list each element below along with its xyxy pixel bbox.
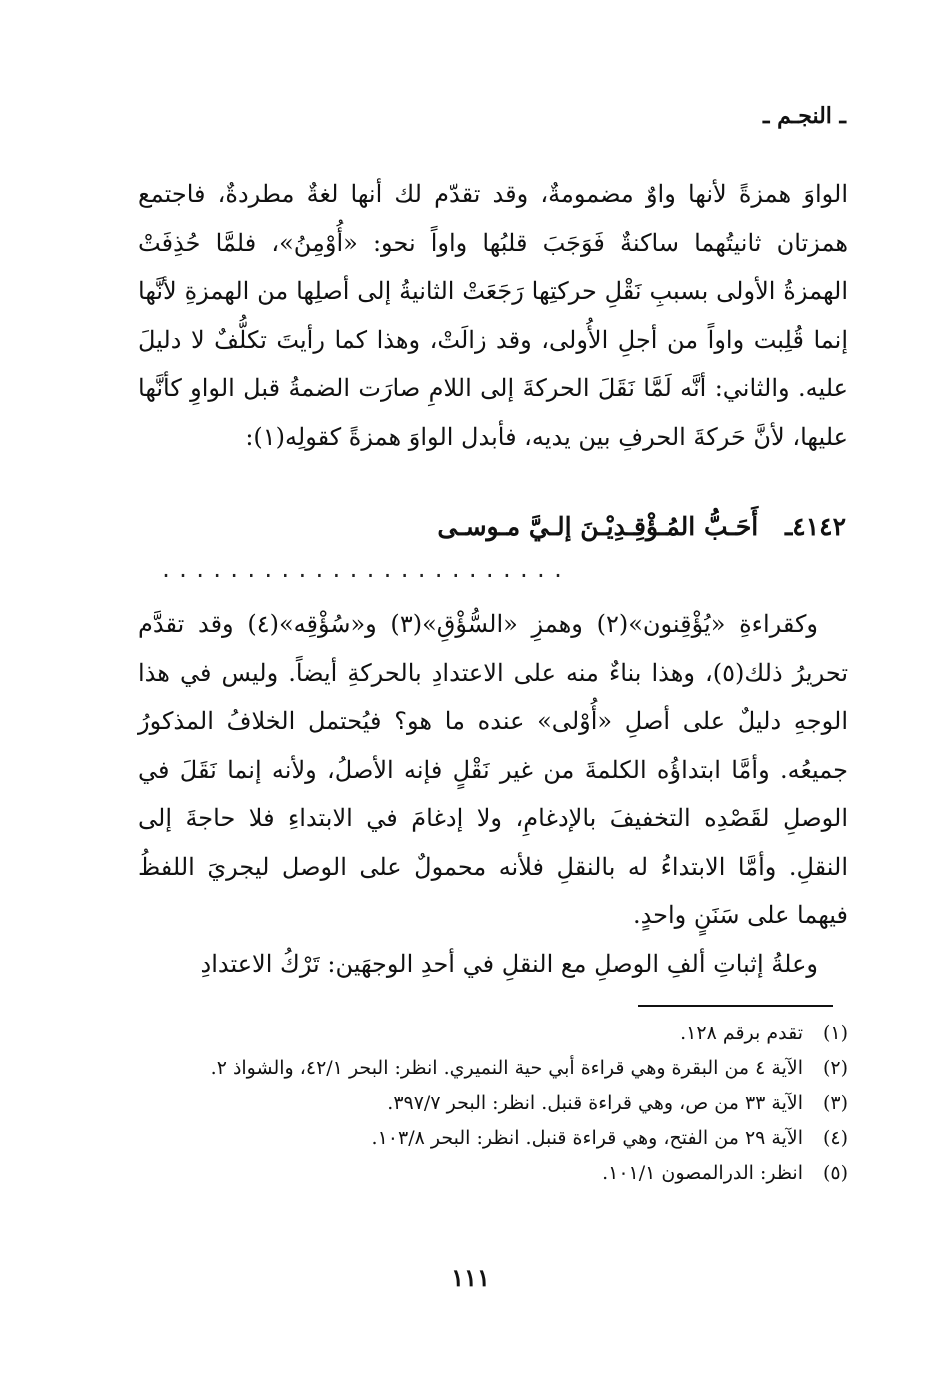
footnote-2 [138,1051,848,1086]
footnote-text: الآية ٣٣ من ص، وهي قراءة قنبل. انظر: البحر ٣٩٧/٧. [387,1092,803,1114]
paragraph-3 [138,940,848,989]
footnote-text: تقدم برقم ١٢٨. [680,1022,803,1044]
paragraph-2 [138,600,848,988]
footnote-4 [138,1121,848,1156]
footnote-number: (١) [822,1022,848,1044]
footnote-number: (٢) [822,1057,848,1079]
footnote-3 [138,1086,848,1121]
footnote-text: انظر: الدرالمصون ١٠١/١. [602,1162,803,1184]
paragraph-3-text: وعلةُ إثباتِ ألفِ الوصلِ مع النقلِ في أحدِ الوجهَين: تَرْكُ الاعتدادِ [200,949,818,978]
footnote-number: (٥) [822,1162,848,1184]
footnote-text: الآية ٤ من البقرة وهي قراءة أبي حية النميري. انظر: البحر ٤٢/١، والشواذ ٢. [210,1057,803,1079]
footnote-1 [138,1016,848,1051]
paragraph-1: الواوَ همزةً لأنها واوٌ مضمومةٌ، وقد تقدّم لك أنها لغةٌ مطردةٌ، فاجتمع همزتان ثانيتُهما ساكنةٌ فَوَجَبَ قلبُها واواً نحو: «أُوْمِنُ»، فلمَّا حُذِفَتْ الهمزةُ الأولى بسببِ نَقْلِ حركتِها رَجَعَتْ الثانيةُ إلى أصلِها من الهمزةِ لأنَّها إنما قُلِبت واواً من أجلِ الأُولى، وقد زالَتْ، وهذا كما رأيتَ تكلُّفٌ لا دليلَ عليه. والثاني: أنَّه لَمَّا نَقَلَ الحركةَ إلى اللامِ صارَت الضمةُ قبل الواوِ كأنَّها عليها، لأنَّ حَركةَ الحرفِ بين يديه، فأبدل الواوَ همزةً كقولِه(١): [138,180,849,451]
footnote-text: الآية ٢٩ من الفتح، وهي قراءة قنبل. انظر: البحر ١٠٣/٨. [371,1127,803,1149]
footnote-number: (٣) [822,1092,848,1114]
footnote-5 [138,1156,848,1191]
running-header: ـ النجـم ـ [763,103,846,129]
footnotes [138,1016,848,1191]
paragraph-2-main [138,600,848,940]
footnote-number: (٤) [822,1127,848,1149]
paragraph-2-text: وكقراءةِ «يُؤْقِنون»(٢) وهمزِ «السُّؤْقِ»(٣) و«سُؤْقِه»(٤) وقد تقدَّم تحريرُ ذلك(٥)، وهذا بناءٌ منه على الاعتدادِ بالحركةِ أيضاً. وليس في هذا الوجهِ دليلٌ على أصلِ «أُوْلى» عنده ما هو؟ فيُحتمل الخلافُ المذكورُ جميعُه. وأمَّا ابتداؤُه الكلمةَ من غير نَقْلٍ فإنه الأصلُ، ولأنه إنما نَقَلَ في الوصلِ لقَصْدِه التخفيفَ بالإدغامِ، ولا إدغامَ في الابتداءِ فلا حاجةَ إلى النقلِ. وأمَّا الابتداءُ له بالنقلِ فلأنه محمولٌ على الوصل ليجريَ اللفظُ فيهما على سَنَنٍ واحدٍ. [138,610,849,929]
verse-text: أَحَـبُّ المُـؤْقِـدِيْـنَ إلـيَّ مـوسـى [437,512,759,541]
poetry-verse [226,512,846,541]
footnote-separator [638,1005,833,1007]
verse-number: ٤١٤٢ـ [784,512,846,541]
ellipsis-dots: ........................ [160,558,569,582]
page-number: ١١١ [451,1263,490,1292]
